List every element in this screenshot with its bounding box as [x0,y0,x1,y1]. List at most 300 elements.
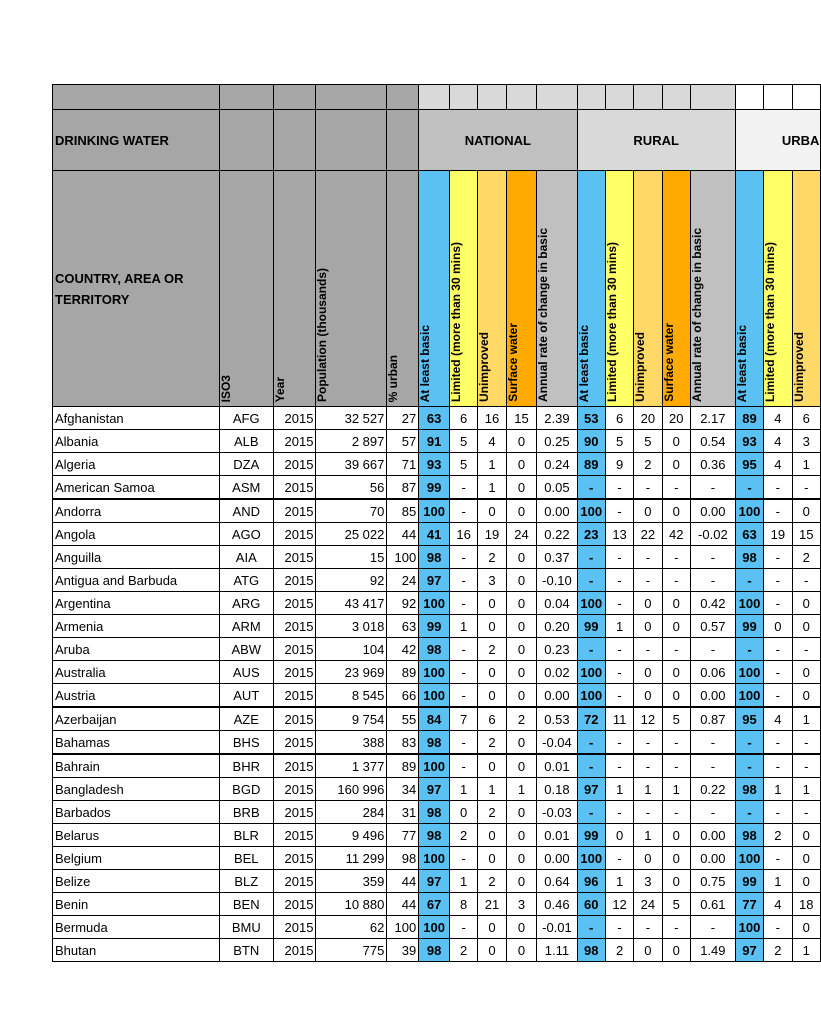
cell-rl: 11 [605,707,633,731]
cell-nl: 8 [449,893,477,916]
cell-ul: - [764,638,792,661]
cell-nu: 0 [478,499,506,523]
cell-na: 1.11 [537,939,577,962]
cell-nu: 0 [478,916,506,939]
cell-rs: 5 [662,707,690,731]
cell-ru: 0 [634,661,662,684]
cell-ra: - [690,546,735,569]
cell-nl: 0 [449,801,477,824]
cell-ns: 1 [506,778,537,801]
cell-rs: 0 [662,661,690,684]
cell-nl: - [449,847,477,870]
cell-pop: 8 545 [316,684,387,708]
national-annual-header: Annual rate of change in basic [536,227,551,402]
table-row [53,824,821,847]
cell-country: Barbados [53,801,220,824]
cell-ra: 0.75 [690,870,735,893]
cell-nu: 2 [478,546,506,569]
cell-na: 0.23 [537,638,577,661]
national-limited-header: Limited (more than 30 mins) [448,241,463,402]
cell-rs: 42 [662,523,690,546]
cell-iso: AFG [219,407,273,430]
cell-year: 2015 [273,407,316,430]
cell-nb: 99 [419,615,450,638]
cell-ub: 100 [735,847,763,870]
cell-urb: 34 [387,778,419,801]
national-section: NATIONAL [419,110,577,171]
cell-ub: 98 [735,546,763,569]
cell-na: 0.20 [537,615,577,638]
cell-pop: 10 880 [316,893,387,916]
cell-ra: - [690,916,735,939]
cell-nu: 16 [478,407,506,430]
cell-rs: 0 [662,847,690,870]
cell-country: Bangladesh [53,778,220,801]
table-row [53,801,821,824]
cell-nu: 0 [478,754,506,778]
cell-rb: 53 [577,407,605,430]
cell-nu: 21 [478,893,506,916]
cell-ns: 2 [506,707,537,731]
cell-uu: 1 [792,778,821,801]
cell-urb: 63 [387,615,419,638]
table-row [53,684,821,708]
cell-na: 0.05 [537,476,577,500]
national-basic-header: At least basic [418,324,433,402]
cell-na: 0.46 [537,893,577,916]
cell-rb: - [577,754,605,778]
table-row [53,847,821,870]
cell-rl: 12 [605,893,633,916]
cell-ru: 20 [634,407,662,430]
cell-ra: - [690,731,735,755]
table-row [53,778,821,801]
cell-pop: 11 299 [316,847,387,870]
table-row [53,638,821,661]
cell-ru: - [634,754,662,778]
cell-year: 2015 [273,801,316,824]
cell-ub: 89 [735,407,763,430]
cell-rb: 89 [577,453,605,476]
cell-rb: 60 [577,893,605,916]
cell-country: Antigua and Barbuda [53,569,220,592]
table-row [53,453,821,476]
cell-iso: DZA [219,453,273,476]
cell-ns: 0 [506,592,537,615]
cell-iso: BLZ [219,870,273,893]
cell-rs: - [662,638,690,661]
table-row [53,661,821,684]
cell-iso: AIA [219,546,273,569]
cell-urb: 24 [387,569,419,592]
rural-surface-header: Surface water [661,323,676,402]
urban-pct-header: % urban [386,354,401,402]
table-row [53,707,821,731]
cell-country: Bermuda [53,916,220,939]
cell-nu: 0 [478,615,506,638]
cell-year: 2015 [273,824,316,847]
cell-ru: 22 [634,523,662,546]
cell-nb: 98 [419,824,450,847]
cell-ul: - [764,754,792,778]
cell-ul: - [764,569,792,592]
cell-ra: - [690,638,735,661]
cell-ul: - [764,847,792,870]
cell-rb: 99 [577,824,605,847]
cell-nb: 100 [419,754,450,778]
cell-na: 0.01 [537,824,577,847]
cell-urb: 44 [387,523,419,546]
cell-iso: ATG [219,569,273,592]
cell-ub: - [735,754,763,778]
cell-urb: 55 [387,707,419,731]
cell-uu: - [792,638,821,661]
cell-ra: 0.00 [690,499,735,523]
rural-annual-header: Annual rate of change in basic [689,227,704,402]
cell-uu: 1 [792,939,821,962]
cell-ub: 77 [735,893,763,916]
cell-nu: 4 [478,430,506,453]
cell-nl: - [449,499,477,523]
cell-nb: 98 [419,731,450,755]
cell-pop: 160 996 [316,778,387,801]
cell-ra: - [690,476,735,500]
cell-ul: - [764,592,792,615]
cell-iso: BMU [219,916,273,939]
cell-ra: - [690,569,735,592]
cell-rs: - [662,731,690,755]
urban-limited-header: Limited (more than 30 mins) [763,241,778,402]
national-unimproved-header: Unimproved [477,331,492,402]
cell-uu: 0 [792,615,821,638]
cell-rl: - [605,499,633,523]
cell-ru: 2 [634,453,662,476]
cell-rl: - [605,476,633,500]
cell-pop: 388 [316,731,387,755]
cell-rl: - [605,731,633,755]
cell-uu: 0 [792,870,821,893]
cell-ra: 1.49 [690,939,735,962]
cell-ru: - [634,476,662,500]
cell-ra: 0.00 [690,824,735,847]
cell-rs: 0 [662,453,690,476]
cell-uu: 0 [792,916,821,939]
cell-ns: 0 [506,801,537,824]
cell-rb: 98 [577,939,605,962]
cell-rb: 72 [577,707,605,731]
cell-uu: 18 [792,893,821,916]
cell-year: 2015 [273,661,316,684]
cell-year: 2015 [273,870,316,893]
cell-nl: - [449,684,477,708]
urban-section: URBA [735,110,820,171]
cell-country: Belize [53,870,220,893]
cell-ub: 98 [735,824,763,847]
cell-nu: 0 [478,847,506,870]
cell-nb: 97 [419,569,450,592]
cell-uu: 0 [792,684,821,708]
table-row [53,754,821,778]
cell-ru: - [634,638,662,661]
cell-rs: - [662,754,690,778]
cell-iso: BEN [219,893,273,916]
cell-nl: 6 [449,407,477,430]
year-header: Year [272,376,287,402]
cell-urb: 71 [387,453,419,476]
cell-iso: AGO [219,523,273,546]
cell-ns: 0 [506,916,537,939]
cell-rl: - [605,754,633,778]
iso-header: ISO3 [218,374,233,402]
cell-rs: 1 [662,778,690,801]
cell-rs: 0 [662,592,690,615]
table-row [53,546,821,569]
cell-year: 2015 [273,916,316,939]
cell-ru: 12 [634,707,662,731]
cell-rl: - [605,592,633,615]
cell-year: 2015 [273,778,316,801]
cell-na: 0.18 [537,778,577,801]
column-header-row [53,171,821,407]
cell-country: Bhutan [53,939,220,962]
cell-ra: 0.87 [690,707,735,731]
cell-iso: BEL [219,847,273,870]
cell-rl: 5 [605,430,633,453]
cell-ub: 99 [735,615,763,638]
cell-uu: - [792,801,821,824]
cell-pop: 25 022 [316,523,387,546]
cell-rb: 100 [577,499,605,523]
cell-ub: 100 [735,592,763,615]
cell-rl: 2 [605,939,633,962]
table-row [53,569,821,592]
cell-ns: 0 [506,453,537,476]
cell-urb: 92 [387,592,419,615]
cell-ru: - [634,801,662,824]
cell-ra: - [690,754,735,778]
cell-ra: 0.22 [690,778,735,801]
cell-rb: 100 [577,684,605,708]
cell-rl: - [605,661,633,684]
cell-iso: BTN [219,939,273,962]
cell-ra: 0.06 [690,661,735,684]
cell-uu: 0 [792,847,821,870]
cell-rb: - [577,546,605,569]
cell-ra: 0.61 [690,893,735,916]
cell-pop: 775 [316,939,387,962]
cell-pop: 92 [316,569,387,592]
cell-nb: 100 [419,499,450,523]
cell-urb: 42 [387,638,419,661]
cell-pop: 23 969 [316,661,387,684]
cell-ru: - [634,569,662,592]
cell-rl: - [605,569,633,592]
cell-nb: 98 [419,638,450,661]
cell-nu: 0 [478,661,506,684]
cell-ra: 0.42 [690,592,735,615]
cell-nu: 1 [478,778,506,801]
cell-uu: 1 [792,453,821,476]
cell-na: -0.10 [537,569,577,592]
cell-pop: 32 527 [316,407,387,430]
table-row [53,939,821,962]
table-row [53,499,821,523]
cell-ns: 0 [506,661,537,684]
urban-basic-header: At least basic [734,324,749,402]
cell-rl: - [605,916,633,939]
cell-ub: - [735,638,763,661]
cell-nl: - [449,731,477,755]
cell-uu: 0 [792,824,821,847]
cell-ru: 0 [634,684,662,708]
cell-ul: 19 [764,523,792,546]
table-row [53,615,821,638]
cell-rb: 99 [577,615,605,638]
cell-nb: 98 [419,546,450,569]
cell-country: Anguilla [53,546,220,569]
cell-ul: - [764,684,792,708]
cell-year: 2015 [273,615,316,638]
cell-na: 0.01 [537,754,577,778]
cell-ul: 2 [764,824,792,847]
cell-country: Azerbaijan [53,707,220,731]
cell-urb: 66 [387,684,419,708]
cell-nb: 63 [419,407,450,430]
cell-nu: 0 [478,824,506,847]
cell-nb: 67 [419,893,450,916]
cell-ru: 24 [634,893,662,916]
table-row [53,916,821,939]
cell-ub: 93 [735,430,763,453]
cell-rs: 0 [662,430,690,453]
cell-ub: 95 [735,707,763,731]
rural-basic-header: At least basic [576,324,591,402]
cell-ra: 0.00 [690,847,735,870]
cell-rs: 0 [662,684,690,708]
cell-ns: 0 [506,546,537,569]
table-row [53,523,821,546]
cell-nb: 100 [419,916,450,939]
cell-urb: 27 [387,407,419,430]
cell-ra: 2.17 [690,407,735,430]
data-sheet [52,84,820,972]
cell-year: 2015 [273,731,316,755]
cell-country: Armenia [53,615,220,638]
cell-uu: - [792,569,821,592]
cell-ul: - [764,499,792,523]
cell-rl: - [605,801,633,824]
cell-country: Belgium [53,847,220,870]
cell-ul: - [764,661,792,684]
cell-country: Austria [53,684,220,708]
table-row [53,870,821,893]
cell-pop: 9 496 [316,824,387,847]
cell-ub: - [735,569,763,592]
cell-nb: 100 [419,847,450,870]
cell-ru: 0 [634,499,662,523]
cell-year: 2015 [273,453,316,476]
cell-rb: - [577,638,605,661]
cell-year: 2015 [273,499,316,523]
cell-year: 2015 [273,592,316,615]
cell-nu: 3 [478,569,506,592]
cell-rs: 5 [662,893,690,916]
cell-ub: 63 [735,523,763,546]
cell-year: 2015 [273,523,316,546]
cell-ru: 5 [634,430,662,453]
cell-country: Argentina [53,592,220,615]
cell-nl: 1 [449,870,477,893]
cell-ru: 1 [634,778,662,801]
cell-ru: 0 [634,592,662,615]
cell-ra: -0.02 [690,523,735,546]
cell-rs: 0 [662,870,690,893]
cell-country: Angola [53,523,220,546]
cell-ns: 15 [506,407,537,430]
cell-uu: - [792,754,821,778]
cell-ru: - [634,546,662,569]
cell-urb: 31 [387,801,419,824]
cell-nu: 6 [478,707,506,731]
cell-rs: - [662,916,690,939]
cell-ru: - [634,916,662,939]
cell-urb: 83 [387,731,419,755]
cell-rl: 6 [605,407,633,430]
cell-uu: 2 [792,546,821,569]
cell-pop: 284 [316,801,387,824]
table-title: DRINKING WATER [53,110,220,171]
cell-nl: 2 [449,939,477,962]
cell-ra: 0.54 [690,430,735,453]
cell-iso: AND [219,499,273,523]
cell-ns: 0 [506,847,537,870]
cell-na: 0.02 [537,661,577,684]
cell-rs: 0 [662,499,690,523]
cell-ub: - [735,801,763,824]
cell-iso: BRB [219,801,273,824]
cell-nb: 99 [419,476,450,500]
cell-ra: 0.00 [690,684,735,708]
cell-ns: 0 [506,499,537,523]
cell-nb: 84 [419,707,450,731]
cell-nl: 5 [449,453,477,476]
cell-rl: - [605,546,633,569]
rural-section: RURAL [577,110,735,171]
cell-pop: 43 417 [316,592,387,615]
cell-nu: 2 [478,638,506,661]
cell-uu: 1 [792,707,821,731]
cell-ul: - [764,546,792,569]
cell-ru: 0 [634,847,662,870]
cell-rs: 0 [662,615,690,638]
cell-nl: - [449,592,477,615]
cell-ub: - [735,476,763,500]
cell-nl: - [449,638,477,661]
cell-uu: 6 [792,407,821,430]
cell-nb: 41 [419,523,450,546]
cell-nl: 7 [449,707,477,731]
cell-nb: 100 [419,661,450,684]
cell-nl: 1 [449,615,477,638]
cell-urb: 39 [387,939,419,962]
cell-year: 2015 [273,754,316,778]
cell-ul: 4 [764,707,792,731]
cell-rl: 1 [605,615,633,638]
cell-rs: 20 [662,407,690,430]
cell-na: 0.22 [537,523,577,546]
cell-ub: 100 [735,684,763,708]
spacer-row [53,85,821,110]
